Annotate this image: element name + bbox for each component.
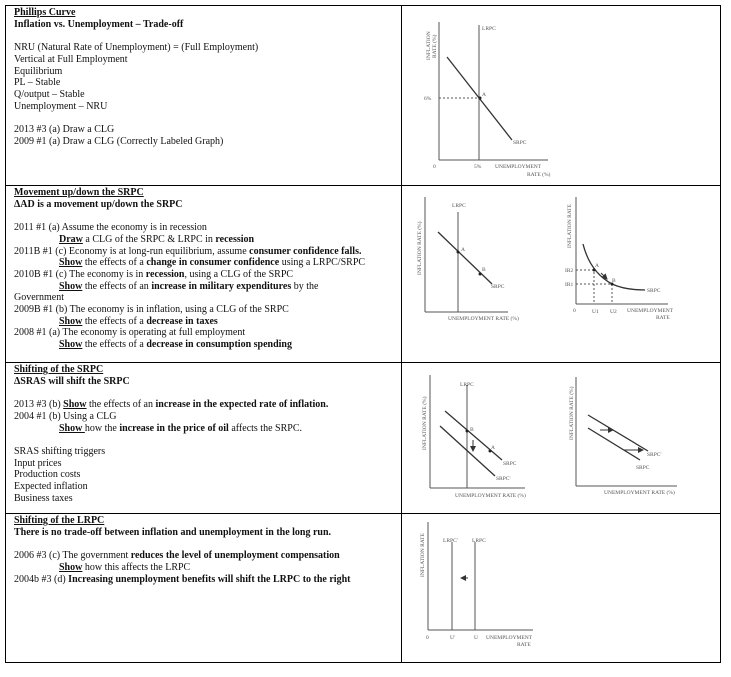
text-segment: Unemployment – NRU <box>14 100 108 112</box>
text-segment: by the <box>291 280 319 292</box>
ir1-label: IR1 <box>565 282 574 288</box>
point-b-label: B <box>612 278 616 284</box>
text-segment: consumer confidence falls. <box>249 245 362 257</box>
text-segment: Q/output – Stable <box>14 88 85 100</box>
text-segment: affects the SRPC. <box>228 422 302 434</box>
text-segment: the effects of a <box>82 315 147 327</box>
srpc-label: SRPC <box>503 461 517 467</box>
srpc-label: SRPC <box>513 140 527 146</box>
text-segment: 2010B #1 (c) The economy is in <box>14 268 146 280</box>
text-segment: recession <box>145 268 185 280</box>
text-segment: the effects of a <box>82 257 147 269</box>
text-segment: Expected inflation <box>14 481 88 492</box>
y-axis-label: INFLATION RATE <box>567 204 573 248</box>
text-segment: NRU (Natural Rate of Unemployment) = (Full Employment) <box>14 42 259 54</box>
text-segment: Draw <box>59 233 83 245</box>
srpc-label: SRPC <box>636 465 650 471</box>
text-segment: how this affects the LRPC <box>82 561 191 573</box>
text-segment: increase in the expected rate of inflation. <box>155 399 329 411</box>
point-b-label: B <box>482 267 486 273</box>
text-segment: 2013 #3 (b) <box>14 399 64 411</box>
x-axis-label: UNEMPLOYMENT RATE (%) <box>455 493 526 499</box>
text-segment: increase in military expenditures <box>151 280 292 292</box>
srpc-label: SRPC <box>491 284 505 290</box>
srpc-prime-label: SRPC' <box>647 452 662 458</box>
text-segment: 2009B #1 (b) The economy is in inflation, using a CLG of the SRPC <box>14 304 289 316</box>
text-segment: Input prices <box>14 457 62 469</box>
text-segment: Show <box>59 280 83 292</box>
point-a-label: A <box>595 263 599 269</box>
text-segment: ΔSRAS will shift the SRPC <box>14 375 130 387</box>
text-segment: SRAS shifting triggers <box>14 445 106 457</box>
x-axis-label: UNEMPLOYMENT <box>627 308 674 314</box>
text-segment: reduces the level of unemployment compensation <box>130 550 340 562</box>
srpc-line <box>438 232 492 284</box>
text-segment: ΔAD is a movement up/down the SRPC <box>14 198 183 210</box>
text-segment: Shifting of the SRPC <box>14 364 104 375</box>
text-segment: using a LRPC/SRPC <box>279 257 366 269</box>
lrpc-label: LRPC <box>482 26 496 32</box>
text-segment: , using a CLG of the SRPC <box>184 268 294 280</box>
x-axis-label: RATE <box>517 642 531 648</box>
text-segment: 2011B #1 (c) Economy is at long-run equilibrium, assume <box>14 245 250 257</box>
x-axis-label: UNEMPLOYMENT <box>495 164 542 170</box>
text-segment: Equilibrium <box>14 65 63 77</box>
point-a-label: A <box>482 92 486 98</box>
y-axis-label: INFLATION RATE (%) <box>422 396 428 450</box>
origin-label: 0 <box>433 164 436 170</box>
text-segment: Vertical at Full Employment <box>14 53 128 65</box>
text-segment: Show <box>59 315 83 327</box>
text-segment: Inflation vs. Unemployment – Trade-off <box>14 18 184 30</box>
text-segment: There is no trade-off between inflation and unemployment in the long run. <box>14 526 332 538</box>
lrpc-prime-label: LRPC' <box>443 538 458 544</box>
text-segment: Government <box>14 292 64 304</box>
y-axis-label: RATE (%) <box>432 34 438 58</box>
point-a-label: A <box>491 445 495 451</box>
text-segment: a CLG of the SRPC & LRPC in <box>82 233 216 245</box>
srpc-prime-label: SRPC' <box>496 476 511 482</box>
lrpc-label: LRPC <box>452 203 466 209</box>
text-segment: 2004b #3 (d) <box>14 573 69 585</box>
y-axis-label: INFLATION RATE <box>420 533 426 577</box>
u-label: U <box>474 635 478 641</box>
text-segment: Increasing unemployment benefits will shift the LRPC to the right <box>68 573 351 585</box>
text-segment: recession <box>215 233 255 245</box>
text-segment: increase in the price of oil <box>119 422 229 434</box>
x-axis-label: UNEMPLOYMENT RATE (%) <box>604 490 675 496</box>
text-segment: Shifting of the LRPC <box>14 515 105 526</box>
text-segment: PL – Stable <box>14 77 61 89</box>
text-segment: Show <box>59 257 83 269</box>
lrpc-label: LRPC <box>472 538 486 544</box>
text-segment: 2006 #3 (c) The government <box>14 550 131 562</box>
point-a <box>457 251 460 254</box>
text-segment: Show <box>59 422 85 434</box>
x-axis-label: UNEMPLOYMENT <box>486 635 533 641</box>
y-tick-label: 6% <box>424 96 432 102</box>
x-axis-label: RATE <box>656 315 670 321</box>
text-segment: 2004 #1 (b) Using a CLG <box>14 410 117 422</box>
srpc-movement-graph <box>425 197 508 312</box>
text-segment: Business taxes <box>14 492 73 504</box>
point-a-label: A <box>461 247 465 253</box>
text-segment: decrease in taxes <box>146 315 218 327</box>
point-b <box>466 430 469 433</box>
srpc-shift-graph <box>430 375 525 488</box>
text-segment: how the <box>84 422 120 434</box>
lrpc-label: LRPC <box>460 382 474 388</box>
text-segment: change in consumer confidence <box>146 257 280 269</box>
origin-label: 0 <box>573 308 576 314</box>
y-axis-label: INFLATION RATE (%) <box>569 386 575 440</box>
text-segment: 2013 #3 (a) Draw a CLG <box>14 124 115 135</box>
srpc-line <box>588 428 640 460</box>
x-tick-label: 5% <box>474 164 482 170</box>
u1-label: U1 <box>592 309 599 315</box>
point-b-label: B <box>470 427 474 433</box>
x-axis-label: UNEMPLOYMENT RATE (%) <box>448 316 519 322</box>
srpc-right-shift-graph <box>576 377 677 486</box>
text-segment: Show <box>59 561 83 573</box>
origin-label: 0 <box>426 635 429 641</box>
text-segment: Phillips Curve <box>14 7 76 18</box>
srpc-line <box>445 411 502 460</box>
text-segment: 2011 #1 (a) Assume the economy is in recession <box>14 222 207 234</box>
phillips-curve-graph <box>439 22 548 160</box>
text-segment: the effects of a <box>82 339 147 351</box>
y-axis-label: INFLATION <box>426 31 432 60</box>
text-segment: Show <box>63 399 87 411</box>
u-prime-label: U' <box>450 635 455 641</box>
u2-label: U2 <box>610 309 617 315</box>
srpc-label: SRPC <box>647 288 661 294</box>
text-segment: decrease in consumption spending <box>146 339 292 351</box>
text-segment: 2008 #1 (a) The economy is operating at full employment <box>14 327 246 339</box>
text-segment: Production costs <box>14 469 81 481</box>
x-axis-label: RATE (%) <box>527 172 551 178</box>
text-segment: Show <box>59 339 83 351</box>
text-segment: the effects of an <box>82 280 152 292</box>
ir2-label: IR2 <box>565 268 574 274</box>
text-segment: 2009 #1 (a) Draw a CLG (Correctly Labeled Graph) <box>14 135 224 147</box>
guide-lines <box>576 270 612 304</box>
y-axis-label: INFLATION RATE (%) <box>417 221 423 275</box>
text-segment: the effects of an <box>86 399 156 411</box>
text-segment: Movement up/down the SRPC <box>14 187 144 198</box>
